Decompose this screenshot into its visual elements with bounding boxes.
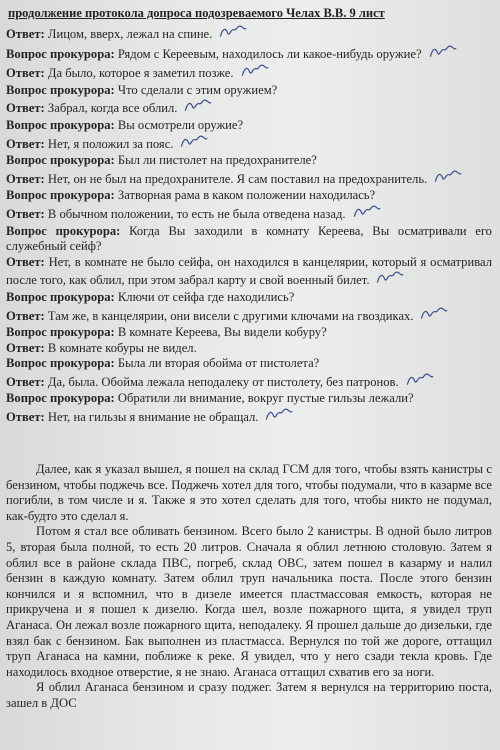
line-text: Была ли вторая обойма от пистолета? — [114, 356, 320, 371]
line-text: В комнате кобуры не видел. — [44, 340, 197, 355]
question-line — [6, 290, 492, 306]
page-header: продолжение протокола допроса подозреваемого Челах В.В. 9 лист — [8, 6, 385, 20]
answer-line — [6, 24, 492, 44]
line-text: В комнате Кереева, Вы видели кобуру? — [114, 325, 327, 340]
answer-label: Ответ: — [6, 101, 45, 116]
answer-line — [6, 134, 492, 154]
narrative-paragraph: Далее, как я указал вышел, я пошел на склад ГСМ для того, чтобы взять канистры с бензином, чтобы поджечь все. Поджечь хотел для того, чтобы подумали, что в казарме все погибли, в том числе и я. Также я это хотел сделать для того, чтобы никто не подумал, как-будто это сделал я. — [6, 462, 492, 523]
answer-label: Ответ: — [6, 27, 45, 41]
line-text: Обратили ли внимание, вокруг пустые гильзы лежали? — [114, 391, 414, 406]
answer-label: Ответ: — [6, 308, 45, 323]
answer-label: Ответ: — [6, 136, 45, 151]
handwritten-signature — [263, 404, 296, 429]
answer-line — [6, 306, 492, 326]
question-line — [6, 325, 492, 341]
question-label: Вопрос прокурора: — [6, 46, 115, 61]
answer-label: Ответ: — [6, 410, 45, 425]
line-text: Нет, на гильзы я внимание не обращал. — [44, 410, 259, 425]
answer-line — [6, 255, 492, 290]
question-line — [6, 153, 492, 169]
question-line — [6, 83, 492, 99]
line-text: Затворная рама в каком положении находилась? — [114, 188, 376, 203]
question-line — [6, 44, 492, 64]
question-label: Вопрос прокурора: — [6, 82, 115, 97]
question-label: Вопрос прокурора: — [6, 223, 121, 238]
answer-line — [6, 341, 492, 357]
question-label: Вопрос прокурора: — [6, 117, 115, 132]
answer-line — [6, 204, 492, 224]
answer-label: Ответ: — [6, 374, 45, 389]
line-text: Рядом с Кереевым, находилось ли какое-нибудь оружие? — [114, 46, 422, 61]
line-text: Да, была. Обойма лежала неподалеку от пистолету, без патронов. — [44, 374, 399, 389]
question-line — [6, 118, 492, 134]
answer-line — [6, 372, 492, 392]
question-line — [6, 188, 492, 204]
line-text: Когда Вы заходили в комнату Кереева, Вы осматривали его служебный сейф? — [6, 223, 492, 254]
question-line — [6, 224, 492, 255]
answer-label: Ответ: — [6, 206, 45, 221]
question-line — [6, 356, 492, 372]
question-label: Вопрос прокурора: — [6, 356, 115, 371]
line-text: Да было, которое я заметил позже. — [44, 66, 234, 81]
narrative-paragraph: Я облил Аганаса бензином и сразу поджег. Затем я вернулся на территорию поста, зашел в ДОС — [6, 680, 492, 710]
answer-label: Ответ: — [6, 254, 45, 269]
question-label: Вопрос прокурора: — [6, 188, 115, 203]
interrogation-qa — [6, 24, 492, 427]
line-text: Нет, я положил за пояс. — [44, 136, 174, 151]
question-label: Вопрос прокурора: — [6, 153, 115, 168]
answer-line — [6, 98, 492, 118]
question-label: Вопрос прокурора: — [6, 289, 115, 304]
line-text: В обычном положении, то есть не была отведена назад. — [44, 206, 346, 221]
answer-line — [6, 169, 492, 189]
narrative-paragraph: Потом я стал все обливать бензином. Всего было 2 канистры. В одной было литров 5, вторая была полной, то есть 20 литров. Сначала я облил летнюю столовую. Затем я облил все в районе склада ПВС, погреб, склад ОВС, затем пошел в казарму и налил бензин в каждую комнату. Затем облил труп начальника поста. После этого бензин кончился и я вспомнил, что в дизеле имеется пластмассовая емкость, которая не прикручена и я пошел к дизелю. Когда шел, возле пожарного щита, я увидел труп Аганаса. Он лежал возле пожарного щита, неподалеку. Я прошел дальше до дизельки, где взял бак с бензином. Бак выполнен из пластмасса. Вернулся по той же дороге, оттащил труп Аганаса на камни, поближе к реке. Я увидел, что у него сзади текла кровь. Где находилось входное отверстие, я не знаю. Аганаса оттащил схватив его за ноги. — [6, 524, 492, 679]
answer-label: Ответ: — [6, 171, 45, 186]
line-text: Что сделали с этим оружием? — [114, 82, 278, 97]
line-text: Был ли пистолет на предохранителе? — [114, 153, 317, 168]
question-label: Вопрос прокурора: — [6, 391, 115, 406]
question-line — [6, 391, 492, 407]
line-text: Нет, в комнате не было сейфа, он находился в канцелярии, который я осматривал после того, как облил, при этом забрал карту и свой военный билет. — [6, 254, 492, 288]
answer-line — [6, 407, 492, 427]
answer-label: Ответ: — [6, 340, 45, 355]
line-text: Забрал, когда все облил. — [44, 101, 178, 116]
line-text: Нет, он не был на предохранителе. Я сам поставил на предохранитель. — [44, 171, 428, 186]
line-text: Вы осмотрели оружие? — [114, 117, 244, 132]
answer-label: Ответ: — [6, 66, 45, 81]
narrative-text — [6, 462, 492, 712]
question-label: Вопрос прокурора: — [6, 325, 115, 340]
line-text: Там же, в канцелярии, они висели с другими ключами на гвоздиках. — [44, 308, 414, 323]
answer-line — [6, 63, 492, 83]
line-text: Лицом, вверх, лежал на спине. — [44, 27, 213, 41]
line-text: Ключи от сейфа где находились? — [114, 289, 295, 304]
